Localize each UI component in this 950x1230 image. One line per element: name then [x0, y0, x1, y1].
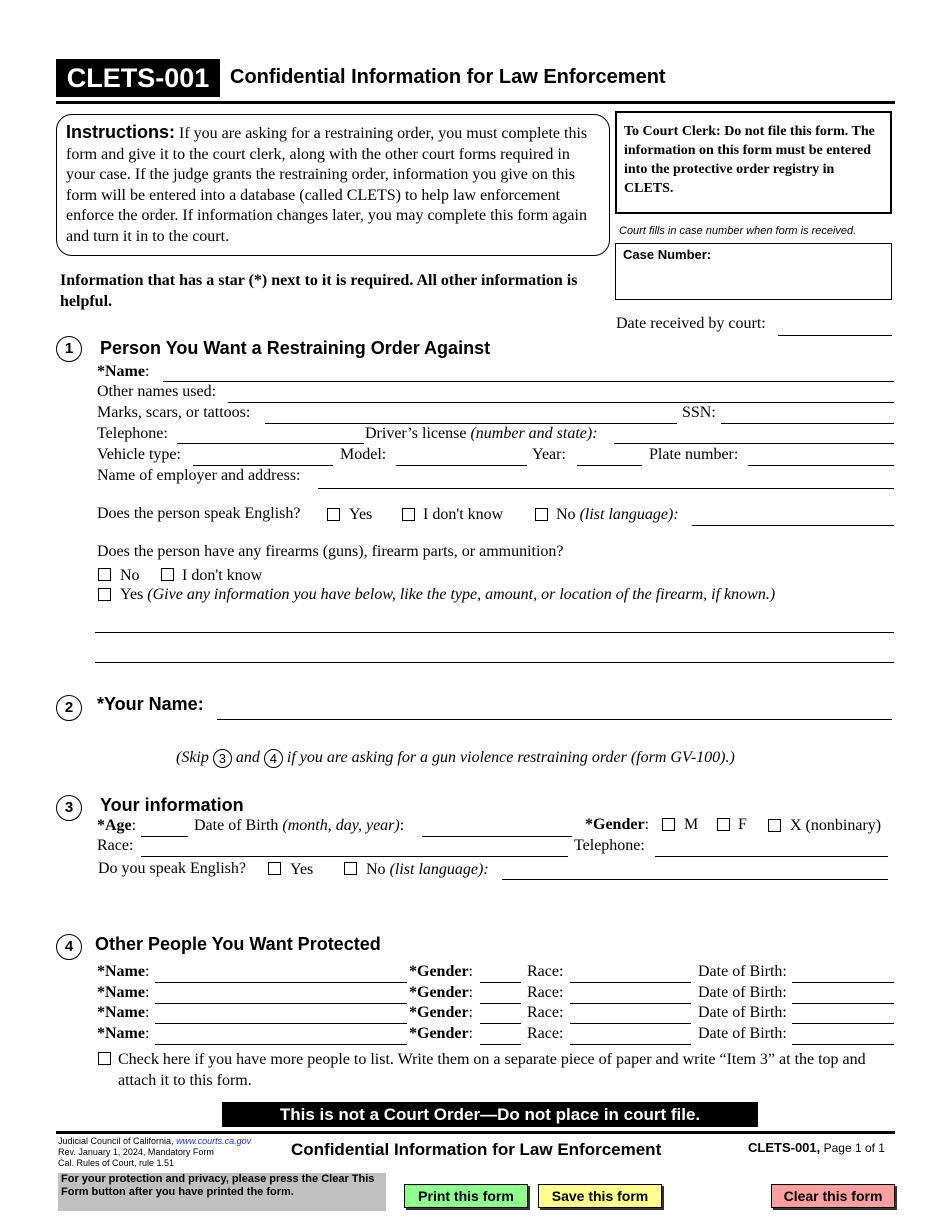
- case-number-note: Court fills in case number when form is received.: [619, 225, 857, 237]
- s1-plate-field[interactable]: [748, 465, 894, 466]
- s4-race-field[interactable]: [570, 1044, 691, 1045]
- s1-drivers-license-label: [365, 425, 598, 443]
- s4-more-people-checkbox[interactable]: [98, 1052, 111, 1065]
- s4-gender-field[interactable]: [480, 1023, 521, 1024]
- footer-rule-text: Cal. Rules of Court, rule 1.51: [58, 1158, 175, 1168]
- s4-name-field[interactable]: [155, 1044, 407, 1045]
- section-2-label: *Your Name:: [97, 694, 204, 714]
- s4-name-text: *Name: [97, 984, 145, 1001]
- s3-age-field[interactable]: [141, 836, 188, 837]
- date-received-label: Date received by court:: [616, 315, 766, 332]
- s3-dob-hint: (month, day, year): [282, 817, 400, 834]
- instructions-label: Instructions:: [66, 122, 176, 142]
- skip-note: [176, 749, 735, 768]
- s1-firearms-yes-text: Yes: [120, 586, 144, 603]
- clear-form-button[interactable]: Clear this form: [771, 1184, 895, 1208]
- s4-name-text: *Name: [97, 1025, 145, 1042]
- s3-gender-m-label: M: [684, 816, 699, 833]
- privacy-notice: For your protection and privacy, please press the Clear This Form button after you have printed the form.: [58, 1173, 386, 1211]
- section-1-number: 1: [56, 336, 82, 362]
- s4-gender-field[interactable]: [480, 1003, 521, 1004]
- s1-name-label-text: *Name: [97, 363, 145, 380]
- s1-firearms-yes-checkbox[interactable]: [98, 588, 111, 601]
- clerk-box: [615, 111, 892, 214]
- s1-firearms-no-checkbox[interactable]: [98, 568, 111, 581]
- s3-gender-text: *Gender: [585, 816, 645, 833]
- form-id-badge: CLETS-001: [56, 59, 220, 97]
- s4-name-text: *Name: [97, 1004, 145, 1021]
- s3-dob-text: Date of Birth: [194, 817, 279, 834]
- s1-plate-label: Plate number:: [649, 446, 739, 463]
- header-rule: [56, 101, 895, 104]
- s4-name-field[interactable]: [155, 982, 407, 983]
- s4-dob-label: Date of Birth:: [698, 1004, 787, 1021]
- s4-gender-label: *Gender:: [409, 963, 473, 980]
- s3-telephone-field[interactable]: [655, 856, 888, 857]
- section-4-number: 4: [56, 934, 82, 960]
- print-form-button[interactable]: Print this form: [404, 1184, 528, 1208]
- s1-english-no-hint: (list language):: [579, 506, 679, 523]
- s4-gender-field[interactable]: [480, 1044, 521, 1045]
- s1-ssn-label: SSN:: [682, 404, 716, 421]
- s4-name-text: *Name: [97, 963, 145, 980]
- footer-form-id: CLETS-001,: [748, 1140, 821, 1155]
- s1-firearms-no-label: No: [120, 567, 140, 584]
- s3-gender-x-label: X (nonbinary): [790, 817, 882, 834]
- s1-vehicle-type-field[interactable]: [193, 465, 333, 466]
- instructions-text: [66, 122, 602, 247]
- s1-name-field[interactable]: [163, 381, 894, 382]
- case-number-label: Case Number:: [623, 247, 712, 262]
- s1-year-label: Year:: [532, 446, 566, 463]
- s3-age-label: *Age:: [97, 817, 137, 834]
- s1-english-no-checkbox[interactable]: [535, 508, 548, 521]
- s1-english-language-field[interactable]: [692, 525, 894, 526]
- s1-model-label: Model:: [340, 446, 387, 463]
- case-number-box[interactable]: [615, 243, 892, 300]
- s4-name-label: *Name:: [97, 1025, 150, 1042]
- s4-dob-field[interactable]: [792, 982, 894, 983]
- not-court-order-banner: This is not a Court Order—Do not place in court file.: [222, 1102, 758, 1127]
- s3-english-no-label: [366, 861, 489, 879]
- s3-age-text: *Age: [97, 817, 132, 834]
- footer-page: [748, 1140, 885, 1155]
- required-note: Information that has a star (*) next to it is required. All other information is helpful.: [60, 272, 578, 310]
- s4-gender-text: *Gender: [409, 1025, 469, 1042]
- s3-dob-label: Date of Birth (month, day, year):: [194, 817, 405, 834]
- s1-firearms-yes-hint: (Give any information you have below, like the type, amount, or location of the firearm, if known.): [147, 586, 776, 603]
- footer-title: Confidential Information for Law Enforcement: [291, 1140, 662, 1159]
- s3-race-label: Race:: [97, 837, 134, 854]
- s4-gender-label: *Gender:: [409, 1004, 473, 1021]
- s1-marks-label: Marks, scars, or tattoos:: [97, 404, 251, 421]
- instructions-body: If you are asking for a restraining order, you must complete this form and give it to the court clerk, along with the other court forms required in your case. If the judge grants the restraining order, information you give on this form will be entered into a database (called CLETS) to help law enforcement enforce the order. If information changes later, you may complete this form again and turn it in to the court.: [66, 125, 588, 245]
- s3-telephone-label: Telephone:: [574, 837, 645, 854]
- s1-firearms-info-line-2[interactable]: [95, 662, 894, 663]
- s3-english-yes-checkbox[interactable]: [268, 862, 281, 875]
- s1-english-yes-label: Yes: [349, 506, 373, 523]
- your-name-field[interactable]: [217, 719, 892, 720]
- s1-employer-field[interactable]: [318, 488, 894, 489]
- s4-race-field[interactable]: [570, 1003, 691, 1004]
- s4-dob-label: Date of Birth:: [698, 984, 787, 1001]
- s4-name-field[interactable]: [155, 1023, 407, 1024]
- s1-english-no-label: [556, 506, 679, 524]
- footer-rule: [56, 1131, 895, 1134]
- s1-firearms-dont-know-label: I don't know: [182, 567, 263, 584]
- s1-firearms-info-line-1[interactable]: [95, 632, 894, 633]
- footer-rev: Rev. January 1, 2024, Mandatory Form: [58, 1147, 214, 1157]
- s3-dob-field[interactable]: [422, 836, 572, 837]
- s3-race-field[interactable]: [141, 856, 568, 857]
- s4-dob-field[interactable]: [792, 1003, 894, 1004]
- section-3-number: 3: [56, 795, 82, 821]
- s4-gender-text: *Gender: [409, 984, 469, 1001]
- s3-english-no-text: No: [366, 861, 386, 878]
- s1-firearms-question: Does the person have any firearms (guns), firearm parts, or ammunition?: [97, 543, 564, 560]
- s1-english-yes-checkbox[interactable]: [327, 508, 340, 521]
- footer-url[interactable]: www.courts.ca.gov: [176, 1136, 252, 1146]
- s1-firearms-dont-know-checkbox[interactable]: [161, 568, 174, 581]
- s4-gender-text: *Gender: [409, 1004, 469, 1021]
- s4-name-label: *Name:: [97, 1004, 150, 1021]
- date-received-field[interactable]: [778, 335, 892, 336]
- s3-english-yes-label: Yes: [290, 861, 314, 878]
- s4-dob-label: Date of Birth:: [698, 1025, 787, 1042]
- skip-note-and: and: [235, 749, 260, 767]
- s4-more-people-text: Check here if you have more people to list. Write them on a separate piece of paper and write “Item 3” at the top and attach it to this form.: [118, 1051, 866, 1089]
- s1-other-names-field[interactable]: [228, 402, 894, 403]
- s1-name-label: *Name:: [97, 363, 150, 380]
- s4-gender-field[interactable]: [480, 982, 521, 983]
- s4-race-field[interactable]: [570, 982, 691, 983]
- s3-gender-x-checkbox[interactable]: [768, 819, 781, 832]
- s3-gender-f-label: F: [738, 816, 747, 833]
- s4-dob-field[interactable]: [792, 1044, 894, 1045]
- s4-gender-label: *Gender:: [409, 984, 473, 1001]
- s3-english-no-hint: (list language):: [389, 861, 489, 878]
- footer-page-number: Page 1 of 1: [823, 1141, 885, 1155]
- s1-dl-text: Driver’s license: [365, 425, 467, 442]
- s1-other-names-label: Other names used:: [97, 383, 217, 400]
- s4-race-label: Race:: [527, 1004, 564, 1021]
- skip-note-circle-3: 3: [213, 749, 232, 768]
- skip-note-after: if you are asking for a gun violence restraining order (form GV-100).): [286, 749, 735, 767]
- section-2-number: 2: [56, 695, 82, 721]
- s1-english-no-text: No: [556, 506, 576, 523]
- s1-ssn-field[interactable]: [721, 423, 894, 424]
- skip-note-before: (Skip: [176, 749, 209, 767]
- clerk-box-text: To Court Clerk: Do not file this form. The information on this form must be entered into the protective order registry in CLETS.: [624, 124, 875, 196]
- s4-dob-field[interactable]: [792, 1023, 894, 1024]
- s3-english-language-field[interactable]: [502, 879, 888, 880]
- s4-name-label: *Name:: [97, 963, 150, 980]
- form-title: Confidential Information for Law Enforcement: [230, 66, 666, 88]
- s4-gender-text: *Gender: [409, 963, 469, 980]
- footer-left: [58, 1136, 251, 1169]
- s1-firearms-yes-label: [120, 586, 775, 604]
- s4-name-label: *Name:: [97, 984, 150, 1001]
- s4-gender-label: *Gender:: [409, 1025, 473, 1042]
- s1-drivers-license-field[interactable]: [614, 443, 894, 444]
- s4-race-field[interactable]: [570, 1023, 691, 1024]
- s3-english-question: Do you speak English?: [98, 860, 246, 877]
- s1-year-field[interactable]: [577, 465, 642, 466]
- skip-note-circle-4: 4: [264, 749, 283, 768]
- s4-race-label: Race:: [527, 963, 564, 980]
- footer-council-line: [58, 1136, 251, 1147]
- section-3-title: Your information: [100, 795, 244, 815]
- section-1-title: Person You Want a Restraining Order Against: [100, 338, 491, 358]
- s3-english-no-checkbox[interactable]: [344, 862, 357, 875]
- s1-dl-hint: (number and state):: [470, 425, 598, 442]
- s4-race-label: Race:: [527, 984, 564, 1001]
- s1-marks-field[interactable]: [265, 423, 677, 424]
- s1-telephone-field[interactable]: [177, 443, 364, 444]
- save-form-button[interactable]: Save this form: [538, 1184, 662, 1208]
- s1-english-dont-know-label: I don't know: [423, 506, 504, 523]
- s3-gender-f-checkbox[interactable]: [717, 818, 730, 831]
- section-4-title: Other People You Want Protected: [95, 934, 381, 954]
- s3-gender-label: *Gender:: [585, 816, 649, 833]
- s1-telephone-label: Telephone:: [97, 425, 168, 442]
- s4-race-label: Race:: [527, 1025, 564, 1042]
- footer-council: Judicial Council of California,: [58, 1136, 174, 1146]
- s4-dob-label: Date of Birth:: [698, 963, 787, 980]
- s4-name-field[interactable]: [155, 1003, 407, 1004]
- s1-english-question: Does the person speak English?: [97, 505, 301, 522]
- s1-english-dont-know-checkbox[interactable]: [402, 508, 415, 521]
- s1-employer-label: Name of employer and address:: [97, 467, 301, 484]
- s1-model-field[interactable]: [396, 465, 527, 466]
- s1-vehicle-type-label: Vehicle type:: [97, 446, 181, 463]
- s3-gender-m-checkbox[interactable]: [662, 818, 675, 831]
